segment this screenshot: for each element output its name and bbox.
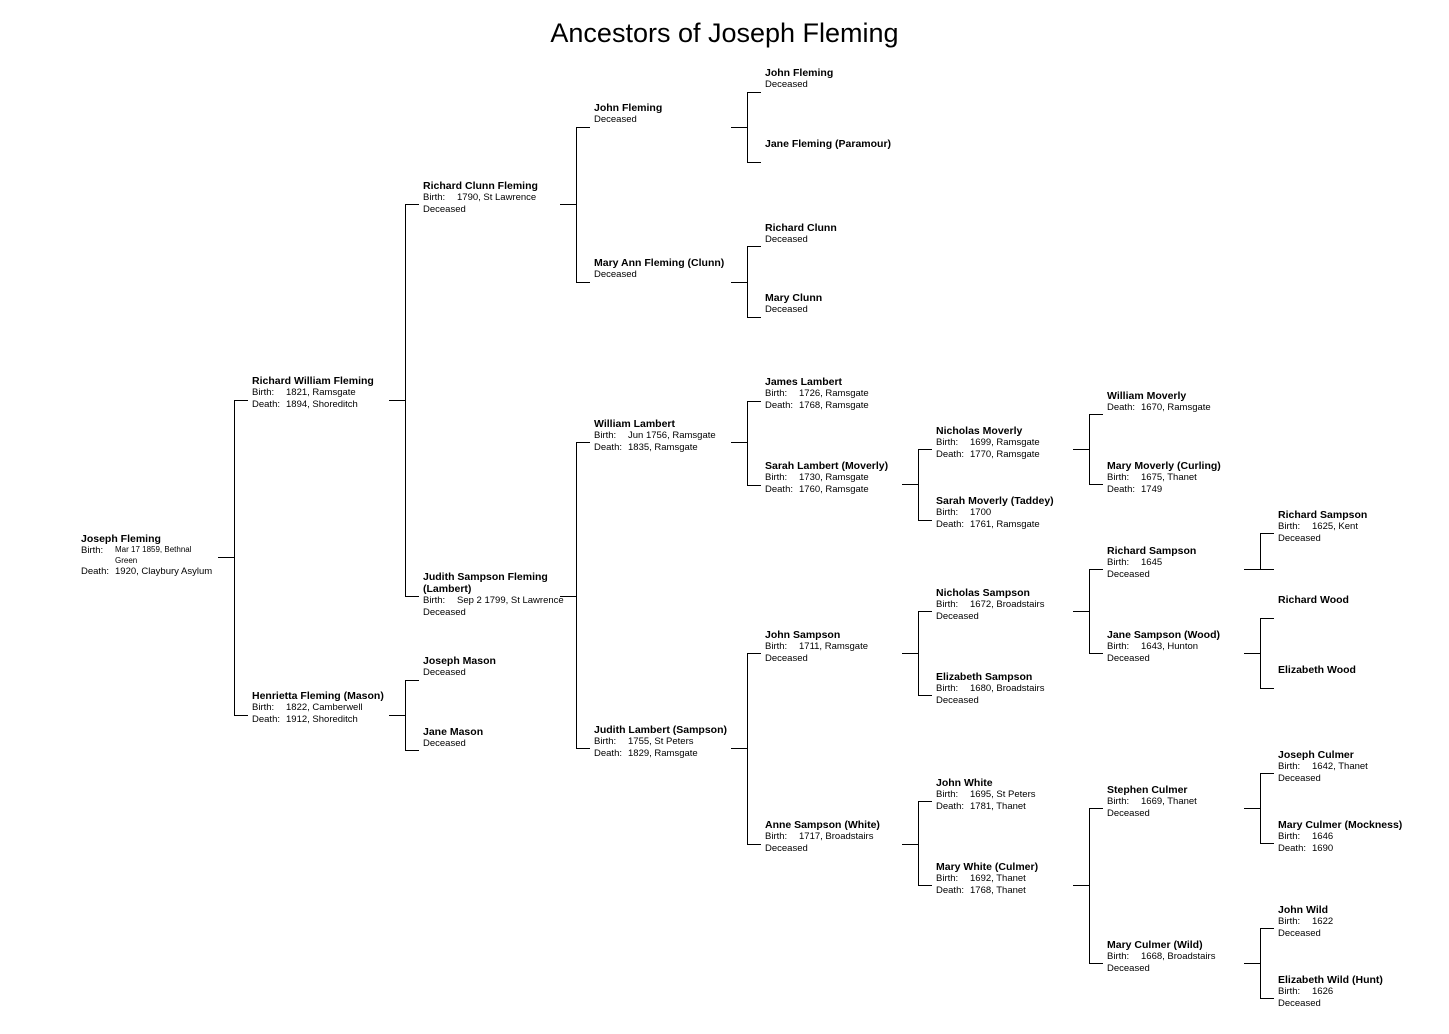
person-stephen-culmer — [1107, 784, 1257, 820]
fact-row — [252, 399, 402, 411]
person-richard-wood — [1278, 594, 1428, 606]
fact-value: 1711, Ramsgate — [799, 641, 869, 652]
fact-value: 1642, Thanet — [1312, 761, 1368, 772]
person-name: Joseph Fleming — [81, 533, 161, 545]
person-joseph-mason — [423, 655, 573, 679]
fact-label: Birth: — [252, 387, 275, 398]
fact-row — [1107, 796, 1257, 808]
fact-row — [423, 192, 573, 204]
fact-row — [765, 831, 915, 843]
person-anne-sampson — [765, 819, 915, 855]
person-name: Richard Sampson — [1107, 545, 1197, 557]
person-sarah-lambert — [765, 460, 915, 496]
fact-label: Birth: — [81, 545, 104, 556]
person-name: Jane Mason — [423, 726, 484, 738]
fact-label: Death: — [936, 885, 964, 896]
fact-value: 1717, Broadstairs — [799, 831, 874, 842]
fact-label: Birth: — [1107, 641, 1130, 652]
person-name: William Lambert — [594, 418, 676, 430]
person-note: Deceased — [765, 653, 808, 664]
person-name: Elizabeth Wood — [1278, 664, 1356, 676]
person-judith-lambert — [594, 724, 744, 760]
fact-label: Death: — [765, 400, 793, 411]
person-note: Deceased — [1107, 569, 1150, 580]
person-name: Anne Sampson (White) — [765, 819, 880, 831]
fact-label: Birth: — [936, 437, 959, 448]
fact-row — [936, 449, 1086, 461]
page-title: Ancestors of Joseph Fleming — [550, 18, 899, 48]
fact-label: Birth: — [423, 595, 446, 606]
fact-row — [936, 873, 1086, 885]
person-mary-culmer-mockness — [1278, 819, 1428, 855]
person-name: Richard William Fleming — [252, 375, 374, 387]
fact-label: Death: — [765, 484, 793, 495]
person-name: Mary White (Culmer) — [936, 861, 1039, 873]
fact-value: 1760, Ramsgate — [799, 484, 869, 495]
fact-value: 1669, Thanet — [1141, 796, 1197, 807]
fact-row — [936, 519, 1086, 531]
fact-row — [1107, 557, 1257, 569]
fact-row — [594, 748, 744, 760]
fact-label: Death: — [594, 442, 622, 453]
person-name: John Wild — [1278, 904, 1329, 916]
person-name: Joseph Culmer — [1278, 749, 1354, 761]
person-name: Stephen Culmer — [1107, 784, 1188, 796]
fact-row — [936, 599, 1086, 611]
person-james-lambert — [765, 376, 915, 412]
person-name: Mary Clunn — [765, 292, 823, 304]
fact-label: Birth: — [765, 831, 788, 842]
person-john-white — [936, 777, 1086, 813]
person-jane-mason — [423, 726, 573, 750]
fact-label: Birth: — [1107, 951, 1130, 962]
person-mary-culmer-wild — [1107, 939, 1257, 975]
person-nicholas-sampson — [936, 587, 1086, 623]
fact-row — [81, 566, 231, 578]
fact-value: 1695, St Peters — [970, 789, 1036, 800]
fact-row — [1107, 402, 1257, 414]
person-name: Sarah Lambert (Moverly) — [765, 460, 889, 472]
person-name: Elizabeth Wild (Hunt) — [1278, 974, 1383, 986]
fact-label: Birth: — [1278, 831, 1301, 842]
fact-row — [1278, 916, 1428, 928]
person-joseph-culmer — [1278, 749, 1428, 785]
fact-value: 1768, Thanet — [970, 885, 1026, 896]
fact-row — [936, 885, 1086, 897]
person-name: Jane Sampson (Wood) — [1107, 629, 1220, 641]
fact-value: 1680, Broadstairs — [970, 683, 1045, 694]
person-john-wild — [1278, 904, 1428, 940]
person-judith-sampson-fleming — [423, 571, 573, 619]
fact-label: Death: — [252, 714, 280, 725]
person-name: Jane Fleming (Paramour) — [765, 138, 892, 150]
fact-value: 1645 — [1141, 557, 1163, 568]
person-note: Deceased — [1278, 998, 1321, 1009]
fact-label: Death: — [252, 399, 280, 410]
fact-row — [936, 683, 1086, 695]
person-note: Deceased — [765, 234, 808, 245]
fact-value: 1726, Ramsgate — [799, 388, 869, 399]
person-note: Deceased — [423, 667, 466, 678]
fact-label: Birth: — [936, 873, 959, 884]
fact-row — [936, 789, 1086, 801]
person-name: William Moverly — [1107, 390, 1187, 402]
person-note: Deceased — [594, 269, 637, 280]
person-note: Deceased — [1278, 533, 1321, 544]
fact-label: Birth: — [594, 736, 617, 747]
fact-value: 1675, Thanet — [1141, 472, 1197, 483]
person-note: Deceased — [1107, 653, 1150, 664]
person-richard-clunn — [765, 222, 915, 246]
person-jane-fleming — [765, 138, 915, 150]
person-name: Nicholas Sampson — [936, 587, 1030, 599]
fact-label: Birth: — [765, 472, 788, 483]
person-john-sampson — [765, 629, 915, 665]
person-note: Deceased — [765, 304, 808, 315]
person-name: Richard Clunn — [765, 222, 837, 234]
fact-label: Birth: — [1107, 796, 1130, 807]
fact-row — [765, 641, 915, 653]
person-note: Deceased — [594, 114, 637, 125]
fact-row — [1278, 761, 1428, 773]
fact-label: Birth: — [1107, 557, 1130, 568]
fact-row — [81, 545, 231, 566]
fact-value: 1730, Ramsgate — [799, 472, 869, 483]
fact-value: 1821, Ramsgate — [286, 387, 356, 398]
fact-value: 1790, St Lawrence — [457, 192, 537, 203]
fact-row — [765, 484, 915, 496]
fact-label: Birth: — [594, 430, 617, 441]
person-john-fleming-2 — [765, 67, 915, 91]
fact-value: 1646 — [1312, 831, 1334, 842]
fact-row — [1278, 831, 1428, 843]
person-note: Deceased — [936, 611, 979, 622]
fact-label: Death: — [936, 519, 964, 530]
fact-row — [594, 442, 744, 454]
fact-row — [594, 430, 744, 442]
fact-row — [1107, 951, 1257, 963]
fact-label: Birth: — [423, 192, 446, 203]
person-sarah-moverly — [936, 495, 1086, 531]
fact-label: Death: — [1278, 843, 1306, 854]
fact-value: 1835, Ramsgate — [628, 442, 698, 453]
person-name: John Sampson — [765, 629, 841, 641]
fact-value: 1894, Shoreditch — [286, 399, 358, 410]
person-richard-sampson-2 — [1278, 509, 1428, 545]
fact-value: 1699, Ramsgate — [970, 437, 1040, 448]
person-name: Richard Wood — [1278, 594, 1349, 606]
fact-row — [252, 714, 402, 726]
fact-label: Death: — [81, 566, 109, 577]
person-note: Deceased — [423, 204, 466, 215]
fact-value: 1912, Shoreditch — [286, 714, 358, 725]
fact-label: Birth: — [1107, 472, 1130, 483]
fact-value: 1770, Ramsgate — [970, 449, 1040, 460]
person-note: Deceased — [765, 79, 808, 90]
fact-value: 1822, Camberwell — [286, 702, 363, 713]
fact-value: 1761, Ramsgate — [970, 519, 1040, 530]
fact-row — [1278, 986, 1428, 998]
person-name: Henrietta Fleming (Mason) — [252, 690, 384, 702]
person-elizabeth-wild — [1278, 974, 1428, 1010]
person-mary-clunn — [765, 292, 915, 316]
fact-label: Death: — [936, 801, 964, 812]
fact-label: Birth: — [936, 599, 959, 610]
fact-value: 1700 — [970, 507, 992, 518]
fact-label: Birth: — [936, 683, 959, 694]
fact-row — [765, 388, 915, 400]
fact-value: Sep 2 1799, St Lawrence — [457, 595, 564, 606]
fact-row — [1107, 484, 1257, 496]
person-william-moverly — [1107, 390, 1257, 414]
fact-value: 1920, Claybury Asylum — [115, 566, 213, 577]
fact-row — [1278, 521, 1428, 533]
person-richard-clunn-fleming — [423, 180, 573, 216]
fact-row — [765, 472, 915, 484]
person-nicholas-moverly — [936, 425, 1086, 461]
person-name: John Fleming — [765, 67, 834, 79]
person-joseph-fleming — [81, 533, 231, 578]
person-note: Deceased — [423, 607, 466, 618]
person-richard-william-fleming — [252, 375, 402, 411]
fact-label: Birth: — [765, 641, 788, 652]
person-jane-sampson — [1107, 629, 1257, 665]
person-name: Mary Moverly (Curling) — [1107, 460, 1221, 472]
person-note: Deceased — [765, 843, 808, 854]
person-note: Deceased — [1278, 773, 1321, 784]
fact-value: 1781, Thanet — [970, 801, 1026, 812]
fact-value: 1690 — [1312, 843, 1334, 854]
fact-value: 1692, Thanet — [970, 873, 1026, 884]
person-name: Mary Ann Fleming (Clunn) — [594, 257, 725, 269]
fact-row — [765, 400, 915, 412]
fact-row — [1278, 843, 1428, 855]
fact-label: Birth: — [1278, 761, 1301, 772]
person-note: Deceased — [1107, 963, 1150, 974]
fact-label: Death: — [594, 748, 622, 759]
person-note: Deceased — [1107, 808, 1150, 819]
fact-value: 1626 — [1312, 986, 1334, 997]
person-henrietta-fleming — [252, 690, 402, 726]
person-john-fleming-1 — [594, 102, 744, 126]
fact-label: Birth: — [765, 388, 788, 399]
fact-label: Birth: — [1278, 986, 1301, 997]
fact-value: Mar 17 1859, Bethnal Green — [115, 545, 192, 565]
fact-value: 1672, Broadstairs — [970, 599, 1045, 610]
person-elizabeth-sampson — [936, 671, 1086, 707]
person-name: John White — [936, 777, 993, 789]
person-name: Mary Culmer (Wild) — [1107, 939, 1203, 951]
person-name: James Lambert — [765, 376, 843, 388]
fact-row — [423, 595, 573, 607]
fact-row — [252, 702, 402, 714]
person-name: John Fleming — [594, 102, 663, 114]
fact-label: Birth: — [1278, 916, 1301, 927]
person-name: Sarah Moverly (Taddey) — [936, 495, 1054, 507]
fact-row — [252, 387, 402, 399]
person-elizabeth-wood — [1278, 664, 1428, 676]
person-name: Richard Sampson — [1278, 509, 1368, 521]
fact-row — [1107, 472, 1257, 484]
person-name: Richard Clunn Fleming — [423, 180, 538, 192]
fact-value: Jun 1756, Ramsgate — [628, 430, 716, 441]
fact-row — [936, 507, 1086, 519]
fact-label: Birth: — [936, 789, 959, 800]
fact-value: 1755, St Peters — [628, 736, 694, 747]
fact-row — [936, 437, 1086, 449]
person-name: Elizabeth Sampson — [936, 671, 1033, 683]
fact-row — [1107, 641, 1257, 653]
fact-value: 1668, Broadstairs — [1141, 951, 1216, 962]
person-name: Nicholas Moverly — [936, 425, 1023, 437]
fact-value: 1749 — [1141, 484, 1163, 495]
fact-value: 1625, Kent — [1312, 521, 1358, 532]
person-mary-white — [936, 861, 1086, 897]
person-note: Deceased — [423, 738, 466, 749]
person-william-lambert — [594, 418, 744, 454]
fact-value: 1622 — [1312, 916, 1334, 927]
fact-label: Death: — [1107, 484, 1135, 495]
person-mary-ann-fleming — [594, 257, 744, 281]
person-note: Deceased — [936, 695, 979, 706]
person-richard-sampson-1 — [1107, 545, 1257, 581]
fact-row — [594, 736, 744, 748]
fact-label: Birth: — [1278, 521, 1301, 532]
fact-label: Birth: — [252, 702, 275, 713]
fact-row — [936, 801, 1086, 813]
person-mary-moverly — [1107, 460, 1257, 496]
fact-label: Death: — [936, 449, 964, 460]
fact-label: Birth: — [936, 507, 959, 518]
person-note: Deceased — [1278, 928, 1321, 939]
fact-value: 1829, Ramsgate — [628, 748, 698, 759]
fact-value: 1768, Ramsgate — [799, 400, 869, 411]
person-name: Judith Sampson Fleming (Lambert) — [423, 571, 548, 595]
person-name: Joseph Mason — [423, 655, 496, 667]
person-name: Mary Culmer (Mockness) — [1278, 819, 1403, 831]
fact-value: 1643, Hunton — [1141, 641, 1199, 652]
fact-label: Death: — [1107, 402, 1135, 413]
person-name: Judith Lambert (Sampson) — [594, 724, 728, 736]
fact-value: 1670, Ramsgate — [1141, 402, 1211, 413]
